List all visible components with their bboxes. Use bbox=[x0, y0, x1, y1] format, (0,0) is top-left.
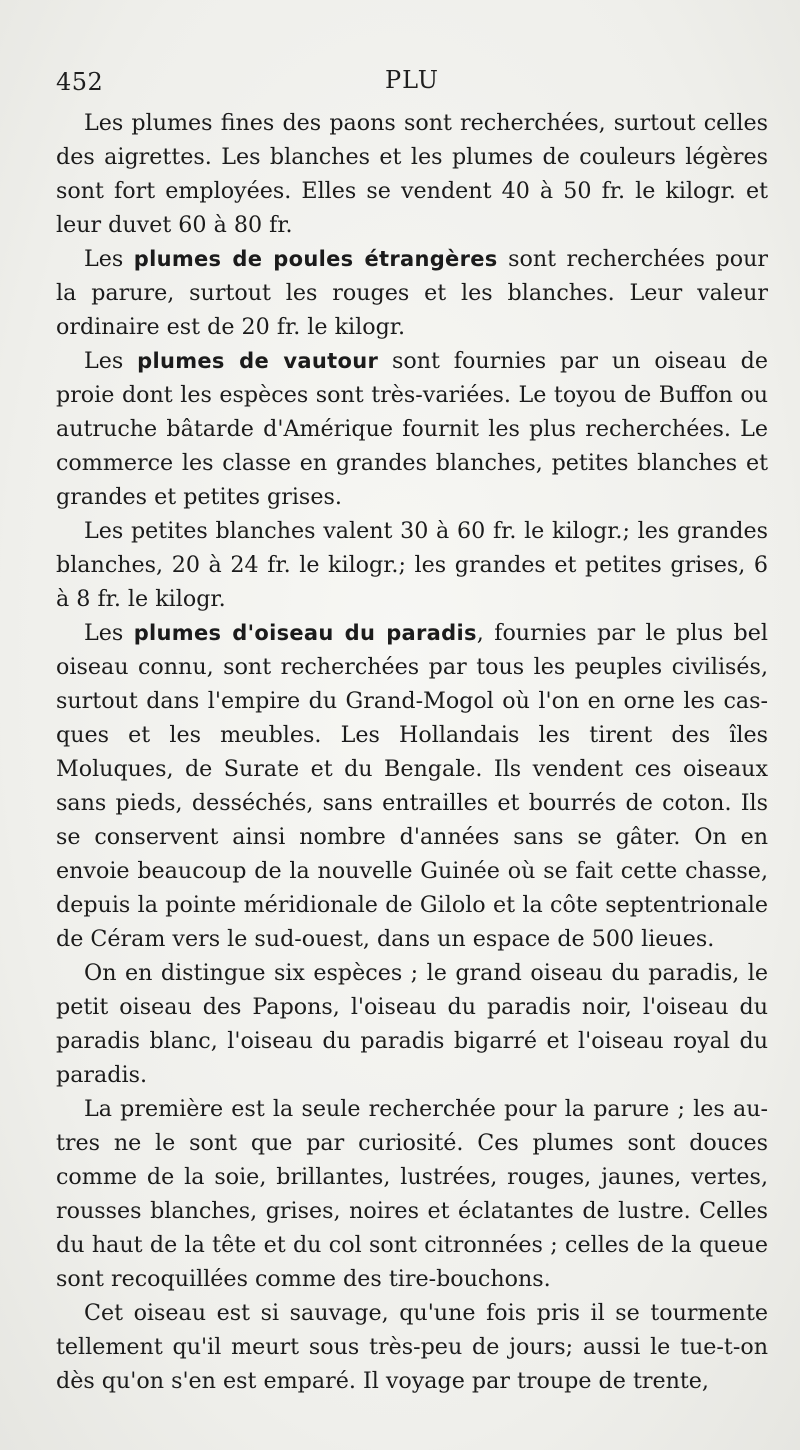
body-text bbox=[56, 106, 768, 1398]
paragraph-vautour bbox=[56, 344, 768, 514]
paragraph-sauvage bbox=[56, 1296, 768, 1398]
paragraph-prix-vautour bbox=[56, 514, 768, 616]
paragraph-text: Cet oiseau est si sauvage, qu'une fois pris il se tourmente tellement qu'il meurt sous très-peu de jours; aussi le tue-t-on dès qu'on s'en est emparé. Il voyage par troupe de trente, bbox=[56, 1300, 768, 1394]
entry-term: plumes de poules étrangères bbox=[133, 247, 498, 271]
paragraph-text: On en distingue six espèces ; le grand oiseau du paradis, le petit oiseau des Papons, l'oiseau du paradis noir, l'oiseau du paradis blanc, l'oiseau du paradis bigarré et l'oiseau royal du paradis. bbox=[56, 960, 768, 1088]
page-header bbox=[56, 64, 768, 104]
paragraph-lead: Les bbox=[84, 348, 138, 374]
running-head: PLU bbox=[385, 66, 439, 94]
paragraph-especes bbox=[56, 956, 768, 1092]
paragraph-text: Les plumes fines des paons sont recherchées, surtout celles des aigrettes. Les blanches et les plumes de couleurs légères sont fort employées. Elles se vendent 40 à 50 fr. le kilogr. et leur duvet 60 à 80 fr. bbox=[56, 110, 768, 238]
paragraph-lead: Les bbox=[84, 620, 134, 646]
paragraph-text: , fournies par le plus bel oiseau connu, sont recherchées par tous les peuples civilisés, surtout dans l'empire du Grand-Mogol où l'on en orne les casques et les meubles. Les Hollandais les tirent des îles Moluques, de Surate et du Bengale. Ils vendent ces oiseaux sans pieds, desséchés, sans entrailles et bourrés de coton. Ils se conservent ainsi nombre d'années sans se gâter. On en envoie beaucoup de la nouvelle Guinée où se fait cette chasse, depuis la pointe méridionale de Gilolo et la côte septentrionale de Céram vers le sud-ouest, dans un espace de 500 lieues. bbox=[56, 620, 768, 952]
paragraph-text: sont fournies par un oiseau de proie dont les espèces sont très-variées. Le toyou de Buffon ou autruche bâtarde d'Amérique fournit les plus recherchées. Le commerce les classe en grandes blanches, petites blanches et grandes et petites grises. bbox=[56, 348, 768, 510]
entry-term: plumes de vautour bbox=[137, 349, 379, 373]
paragraph-lead: Les bbox=[84, 246, 134, 272]
paragraph-poules bbox=[56, 242, 768, 344]
paragraph-parure bbox=[56, 1092, 768, 1296]
paragraph-text: sont recherchées pour la parure, surtout les rouges et les blanches. Leur valeur ordinaire est de 20 fr. le kilogr. bbox=[56, 246, 768, 340]
paragraph-paons bbox=[56, 106, 768, 242]
paragraph-text: La première est la seule recherchée pour la parure ; les autres ne le sont que par curiosité. Ces plumes sont douces comme de la soie, brillantes, lustrées, rouges, jaunes, vertes, rousses blanches, grises, noires et éclatantes de lustre. Celles du haut de la tête et du col sont citronnées ; celles de la queue sont recoquillées comme des tire-bouchons. bbox=[56, 1096, 768, 1292]
paragraph-text: Les petites blanches valent 30 à 60 fr. le kilogr.; les grandes blanches, 20 à 24 fr. le kilogr.; les grandes et petites grises, 6 à 8 fr. le kilogr. bbox=[56, 518, 768, 612]
page-number: 452 bbox=[56, 68, 104, 96]
entry-term: plumes d'oiseau du paradis bbox=[133, 621, 477, 645]
paragraph-paradis bbox=[56, 616, 768, 956]
